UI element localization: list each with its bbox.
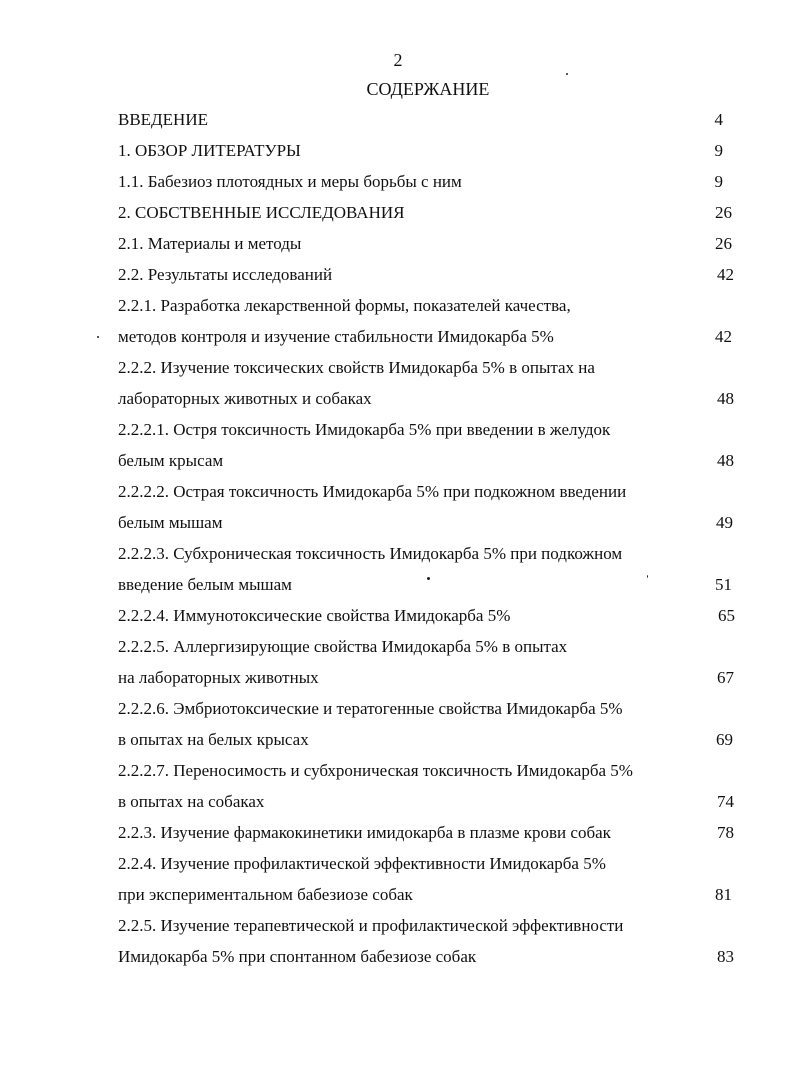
toc-line [0,945,796,969]
toc-entry-text: на лабораторных животных [118,668,319,687]
toc-line [0,139,796,163]
scan-speck [566,73,568,75]
toc-line [0,604,796,628]
toc-entry-page: 78 [717,823,734,842]
toc-line [0,852,796,876]
toc-line [0,821,796,845]
toc-entry-text: 1. ОБЗОР ЛИТЕРАТУРЫ [118,141,301,160]
page-number: 2 [393,50,403,70]
toc-entry-text: 2.2.2.2. Острая токсичность Имидокарба 5% при подкожном введении [118,482,627,501]
toc-entry-page: 51 [715,575,732,594]
toc-entry-text: 2.2.5. Изучение терапевтической и профилактической эффективности [118,916,624,935]
toc-line [0,542,796,566]
toc-entry-text: 2.2.2. Изучение токсических свойств Имидокарба 5% в опытах на [118,358,595,377]
toc-entry-page: 4 [714,110,723,129]
toc-entry-text: введение белым мышам [118,575,292,594]
toc-line [0,635,796,659]
toc-line [0,418,796,442]
toc-entry-page: 9 [714,172,723,191]
toc-entry-text: в опытах на белых крысах [118,730,309,749]
toc-entry-text: 2.2.2.1. Остря токсичность Имидокарба 5% при введении в желудок [118,420,611,439]
toc-line [0,387,796,411]
toc-entry-page: 81 [715,885,732,904]
toc-entry-text: Имидокарба 5% при спонтанном бабезиозе собак [118,947,477,966]
toc-entry-text: методов контроля и изучение стабильности Имидокарба 5% [118,327,554,346]
toc-entry-text: 2.2.2.7. Переносимость и субхроническая токсичность Имидокарба 5% [118,761,633,780]
toc-entry-page: 48 [717,389,734,408]
toc-line [0,170,796,194]
toc-line [0,790,796,814]
toc-entry-text: 2.2.2.5. Аллергизирующие свойства Имидокарба 5% в опытах [118,637,568,656]
scan-speck [97,336,99,338]
toc-line [0,759,796,783]
toc-entry-page: 74 [717,792,734,811]
toc-entry-page: 49 [716,513,733,532]
toc-entry-page: 42 [717,265,734,284]
toc-entry-page: 26 [715,234,732,253]
toc-entry-text: при экспериментальном бабезиозе собак [118,885,413,904]
toc-line [0,883,796,907]
scan-speck [647,575,648,578]
toc-entry-page: 48 [717,451,734,470]
toc-entry-page: 83 [717,947,734,966]
toc-entry-text: 2. СОБСТВЕННЫЕ ИССЛЕДОВАНИЯ [118,203,405,222]
toc-line [0,480,796,504]
toc-line [0,201,796,225]
toc-line [0,356,796,380]
toc-entry-text: 2.2.2.3. Субхроническая токсичность Имидокарба 5% при подкожном [118,544,623,563]
toc-entry-text: ВВЕДЕНИЕ [118,110,208,129]
toc-line [0,232,796,256]
toc-entry-text: белым крысам [118,451,224,470]
toc-line [0,449,796,473]
toc-entry-text: 2.2.2.4. Иммунотоксические свойства Имидокарба 5% [118,606,511,625]
toc-entry-text: в опытах на собаках [118,792,265,811]
toc-line [0,573,796,597]
toc-entry-page: 69 [716,730,733,749]
toc-entry-text: 2.2. Результаты исследований [118,265,333,284]
toc-entry-page: 65 [718,606,735,625]
toc-entry-page: 9 [714,141,723,160]
toc-entry-text: 2.2.4. Изучение профилактической эффективности Имидокарба 5% [118,854,606,873]
toc-entry-page: 42 [715,327,732,346]
toc-line [0,511,796,535]
scan-speck [427,577,430,580]
toc-entry-text: 2.2.1. Разработка лекарственной формы, показателей качества, [118,296,571,315]
toc-entry-text: белым мышам [118,513,223,532]
toc-entry-text: 2.1. Материалы и методы [118,234,302,253]
toc-entry-text: 2.2.2.6. Эмбриотоксические и тератогенные свойства Имидокарба 5% [118,699,623,718]
toc-entry-page: 67 [717,668,734,687]
toc-entry-page: 26 [715,203,732,222]
toc-entry-text: 1.1. Бабезиоз плотоядных и меры борьбы с ним [118,172,462,191]
page-title: СОДЕРЖАНИЕ [366,79,490,99]
toc-line [0,914,796,938]
toc-line [0,263,796,287]
toc-entry-text: 2.2.3. Изучение фармакокинетики имидокарба в плазме крови собак [118,823,611,842]
toc-line [0,294,796,318]
toc-line [0,325,796,349]
toc-line [0,666,796,690]
toc-line [0,697,796,721]
toc-line [0,108,796,132]
toc-line [0,728,796,752]
toc-entry-text: лабораторных животных и собаках [118,389,372,408]
